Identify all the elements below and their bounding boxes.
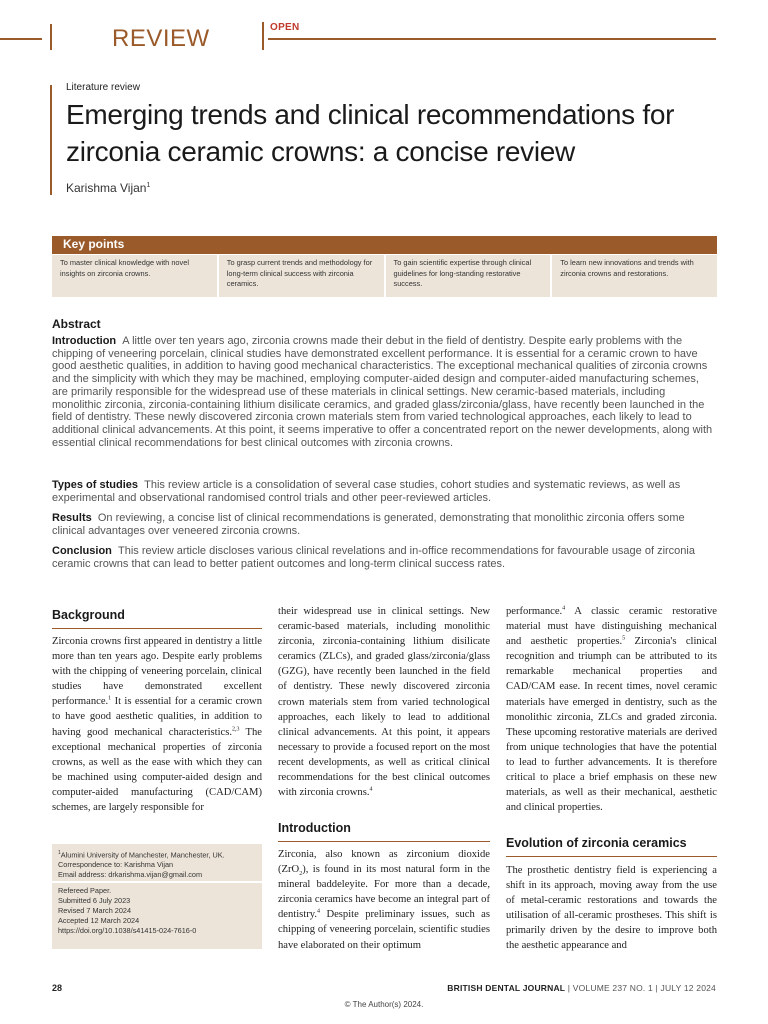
- background-heading: Background: [52, 608, 125, 622]
- background-paragraph: Zirconia crowns first appeared in dentistry a little more than ten years ago. Despite early problems with the chipping of veneering porcelain, clinical studies have demonstrated excellent performance.$^1$ It is essential for a ceramic crown to have good aesthetic qualities, in addition to having good mechanical characteristics.$^{2,3}$ The exceptional mechanical properties of zirconia crowns, as well as the ease with which they can be machined using computer-aided design and computer-aided manufacturing (CAD/CAM) schemes, are largely responsible for: [52, 636, 262, 814]
- evolution-paragraph: The prosthetic dentistry field is experiencing a shift in its approach, moving away from the use of metal-ceramic restorations and towards the utilisation of all-ceramic prostheses. This shift is primarily driven by the desire to improve both the aesthetic appearance and: [506, 865, 717, 952]
- background-rule: [52, 628, 262, 629]
- affiliation-box: [52, 844, 262, 881]
- author-name: Karishma Vijan$^1$: [66, 181, 151, 195]
- affiliation-line: $^1$Alumini University of Manchester, Manchester, UK.: [58, 850, 225, 860]
- evolution-heading: Evolution of zirconia ceramics: [506, 836, 687, 850]
- submitted-line: Submitted 6 July 2023: [58, 896, 131, 905]
- header-tick-right: [262, 22, 264, 50]
- correspondence-line: Correspondence to: Karishma Vijan: [58, 860, 174, 870]
- accepted-line: Accepted 12 March 2024: [58, 916, 140, 925]
- header-rule-right: [268, 38, 716, 40]
- section-label: REVIEW: [112, 25, 210, 52]
- article-type: Literature review: [66, 82, 140, 93]
- abstract-results: Results On reviewing, a concise list of clinical recommendations is generated, demonstrating that monolithic zirconia offers some clinical advantages over veneered zirconia crowns.: [52, 512, 685, 537]
- introduction-heading: Introduction: [278, 821, 351, 835]
- abstract-introduction: Introduction A little over ten years ago, zirconia crowns made their debut in the field of dentistry. Despite early problems with the chipping of veneering porcelain, clinical studies have demonstrated excellent performance. It is essential for a ceramic crown to have good aesthetic qualities, in addition to having good mechanical characteristics. The exceptional mechanical qualities of zirconia crowns and the simplicity with which they may be machined, employing computer-aided design and computer-aided manufacturing schemes, are primarily responsible for the widespread use of these materials in clinical settings. New ceramic-based materials, including monolithic zirconia, zirconia-containing lithium disilicate ceramics, and graded glass/zirconia/glass, have recently been launched in the field of dentistry. These newly discovered zirconia crown materials stem from varied technological approaches, each likely to lead to additional clinical advancements. At this point, it seems imperative to offer a concentrated report on the newer developments, along with essential clinical recommendations for best clinical outcomes with zirconia crowns.: [52, 335, 713, 449]
- introduction-paragraph: Zirconia, also known as zirconium dioxide (ZrO$_2$), is found in its most natural form in the mineral baddeleyite. For more than a decade, zirconia ceramics have become an integral part of dentistry.$^4$ Despite preliminary issues, such as chipping of veneering porcelain, scientific studies have elaborated on their optimum: [278, 849, 490, 951]
- page-number: 28: [52, 983, 63, 993]
- title-accent-bar: [50, 85, 52, 195]
- abstract-conclusion: Conclusion This review article discloses various clinical revelations and in-office recommendations for favourable usage of zirconia ceramic crowns that can lead to better patient outcomes and long-term clinical success rates.: [52, 545, 695, 570]
- key-point-2: To grasp current trends and methodology for long-term clinical success with zirconia ceramics.: [219, 255, 384, 297]
- column-2-paragraph: their widespread use in clinical settings. New ceramic-based materials, including monolithic zirconia, zirconia-containing lithium disilicate ceramics (ZLCs), and graded glass/zirconia/glass (GZG), have recently been launched in the field of dentistry. These newly discovered zirconia crown materials stem from varied technological approaches, each likely to lead to additional clinical advancements. At this point, it appears necessary to provide a focused report on the most recent developments, as well as critical clinical recommendations for the best clinical outcomes with zirconia crowns.$^4$: [278, 606, 490, 799]
- key-point-3: To gain scientific expertise through clinical guidelines for long-standing restorative success.: [386, 255, 551, 297]
- abstract-types-of-studies: Types of studies This review article is a consolidation of several case studies, cohort studies and systematic reviews, as well as experimental and observational randomised control trials and other peer-reviewed articles.: [52, 479, 681, 504]
- author-affiliation-ref: 1: [146, 182, 151, 189]
- header-rule-left: [0, 38, 42, 40]
- publication-history-box: [52, 883, 262, 949]
- key-points-heading: Key points: [52, 236, 717, 254]
- revised-line: Revised 7 March 2024: [58, 906, 132, 915]
- article-title: Emerging trends and clinical recommendations for zirconia ceramic crowns: a concise review: [66, 99, 675, 167]
- header-tick-left: [50, 24, 52, 50]
- doi-link[interactable]: https://doi.org/10.1038/s41415-024-7616-0: [58, 926, 197, 935]
- column-3-paragraph: performance.$^4$ A classic ceramic restorative material must have distinguishing mechanical and aesthetic properties.$^5$ Zirconia's clinical recognition and triumph can be attributed to its remarkable mechanical properties and CAD/CAM ease. In recent times, novel ceramic materials have emerged in dentistry, such as the monolithic zirconia, ZLCs and graded zirconia. These upcoming restorative materials are derived from unique technologies that have the potential to lead to further advancements. It is therefore critical to place a brief emphasis on these new materials, as well as their mechanical, aesthetic and clinical properties.: [506, 605, 717, 814]
- journal-citation: BRITISH DENTAL JOURNAL | VOLUME 237 NO. 1 | JULY 12 2024: [447, 983, 716, 993]
- refereed-line: Refereed Paper.: [58, 886, 112, 895]
- key-points-row: [52, 255, 717, 297]
- key-point-1: To master clinical knowledge with novel insights on zirconia crowns.: [52, 255, 217, 297]
- copyright-notice: © The Author(s) 2024.: [344, 1000, 424, 1009]
- open-access-badge: OPEN: [270, 22, 300, 33]
- evolution-rule: [506, 856, 717, 857]
- introduction-rule: [278, 841, 490, 842]
- abstract-heading: Abstract: [52, 317, 101, 331]
- email-line: Email address: drkarishma.vijan@gmail.com: [58, 870, 203, 880]
- key-point-4: To learn new innovations and trends with zirconia crowns and restorations.: [552, 255, 717, 297]
